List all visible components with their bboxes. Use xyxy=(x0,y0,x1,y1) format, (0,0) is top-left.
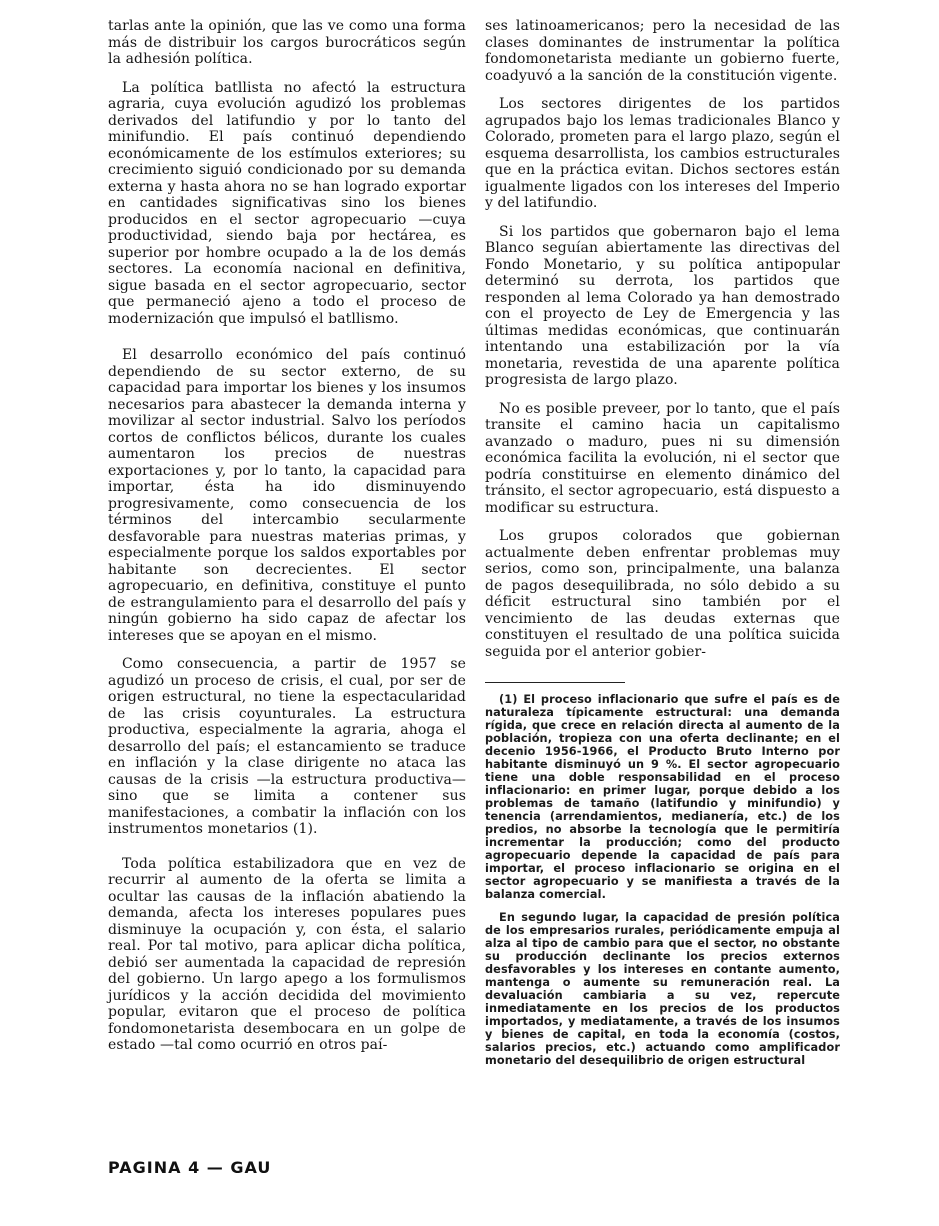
left-column xyxy=(108,18,466,1066)
page-footer: PAGINA 4 — GAU xyxy=(108,1158,272,1177)
footnote: (1) El proceso inflacionario que sufre el país es de naturaleza típicamente estructural: una demanda rígida, que crece en relación directa al aumento de la población, tropieza con una oferta declinante; en el decenio 1956-1966, el Producto Bruto Interno por habitante disminuyó un 9 %. El sector agropecuario tiene una doble responsabilidad en el proceso inflacionario: en primer lugar, porque debido a los problemas de tamaño (latifundio y minifundio) y tenencia (arrendamientos, medianería, etc.) de los predios, no absorbe la tecnología que le permitiría incrementar la producción; como del producto agropecuario depende la capacidad de país para importar, el proceso inflacionario se origina en el sector agropecuario y se manifiesta a través de la balanza comercial. xyxy=(485,693,840,901)
footnote: En segundo lugar, la capacidad de presión política de los empresarios rurales, periódicamente empuja al alza al tipo de cambio para que el sector, no obstante su producción declinante los precios externos desfavorables y los intereses en contante aumento, mantenga o aumente su remuneración real. La devaluación cambiaria a su vez, repercute inmediatamente en los precios de los productos importados, y mediatamente, a través de los insumos y bienes de capital, en toda la economía (costos, salarios precios, etc.) actuando como amplificador monetario del desequilibrio de origen estructural xyxy=(485,911,840,1067)
paragraph: Los grupos colorados que gobiernan actualmente deben enfrentar problemas muy serios, como son, principalmente, una balanza de pagos desequilibrada, no sólo debido a su déficit estructural sino también por el vencimiento de las deudas externas que constituyen el resultado de una política suicida seguida por el anterior gobier- xyxy=(485,528,840,660)
footnotes xyxy=(485,683,840,1067)
paragraph: La política batllista no afectó la estructura agraria, cuya evolución agudizó los problemas derivados del latifundio y por lo tanto del minifundio. El país continuó dependiendo económicamente de los estímulos exteriores; su crecimiento siguió condicionado por su demanda externa y hasta ahora no se han logrado exportar en cantidades significativas sino los bienes producidos en el sector agropecuario —cuya productividad, siendo baja por hectárea, es superior por hombre ocupado a la de los demás sectores. La economía nacional en definitiva, sigue basada en el sector agropecuario, sector que permaneció ajeno a todo el proceso de modernización que impulsó el batllismo. xyxy=(108,79,466,327)
paragraph: Los sectores dirigentes de los partidos agrupados bajo los lemas tradicionales Blanco y Colorado, prometen para el largo plazo, según el esquema desarrollista, los cambios estructurales que en la práctica evitan. Dichos sectores están igualmente ligados con los intereses del Imperio y del latifundio. xyxy=(485,96,840,211)
paragraph: ses latinoamericanos; pero la necesidad de las clases dominantes de instrumentar la política fondomonetarista mediante un gobierno fuerte, coadyuvó a la sanción de la constitución vigente. xyxy=(485,18,840,84)
paragraph: No es posible preveer, por lo tanto, que el país transite el camino hacia un capitalismo avanzado o maduro, pues ni su dimensión económica facilita la evolución, ni el sector que podría constituirse en elemento dinámico del tránsito, el sector agropecuario, está dispuesto a modificar su estructura. xyxy=(485,400,840,516)
paragraph: Toda política estabilizadora que en vez de recurrir al aumento de la oferta se limita a ocultar las causas de la inflación abatiendo la demanda, afecta los intereses populares pues disminuye la ocupación y, con ésta, el salario real. Por tal motivo, para aplicar dicha política, debió ser aumentada la capacidad de represión del gobierno. Un largo apego a los formulismos jurídicos y la acción decidida del movimiento popular, evitaron que el proceso de política fondomonetarista desembocara en un golpe de estado —tal como ocurrió en otros paí- xyxy=(108,855,466,1053)
paragraph: tarlas ante la opinión, que las ve como una forma más de distribuir los cargos burocráticos según la adhesión política. xyxy=(108,18,466,67)
right-column xyxy=(485,18,840,1077)
paragraph: Como consecuencia, a partir de 1957 se agudizó un proceso de crisis, el cual, por ser de origen estructural, no tiene la espectacularidad de las crisis coyunturales. La estructura productiva, especialmente la agraria, ahoga el desarrollo del país; el estancamiento se traduce en inflación y la clase dirigente no ataca las causas de la crisis —la estructura productiva— sino que se limita a contener sus manifestaciones, a combatir la inflación con los instrumentos monetarios (1). xyxy=(108,656,466,837)
paragraph: El desarrollo económico del país continuó dependiendo de su sector externo, de su capacidad para importar los bienes y los insumos necesarios para abastecer la demanda interna y movilizar al sector industrial. Salvo los períodos cortos de conflictos bélicos, durante los cuales aumentaron los precios de nuestras exportaciones y, por lo tanto, la capacidad para importar, ésta ha ido disminuyendo progresivamente, como consecuencia de los términos del intercambio secularmente desfavorable para nuestras materias primas, y especialmente porque los saldos exportables por habitante son decrecientes. El sector agropecuario, en definitiva, constituye el punto de estrangulamiento para el desarrollo del país y ningún gobierno ha sido capaz de afectar los intereses que se apoyan en el mismo. xyxy=(108,347,466,644)
paragraph: Si los partidos que gobernaron bajo el lema Blanco seguían abiertamente las directivas del Fondo Monetario, y su política antipopular determinó su derrota, los partidos que responden al lema Colorado ya han demostrado con el proyecto de Ley de Emergencia y las últimas medidas económicas, que continuarán intentando una estabilización por la vía monetaria, revestida de una aparente política progresista de largo plazo. xyxy=(485,223,840,388)
